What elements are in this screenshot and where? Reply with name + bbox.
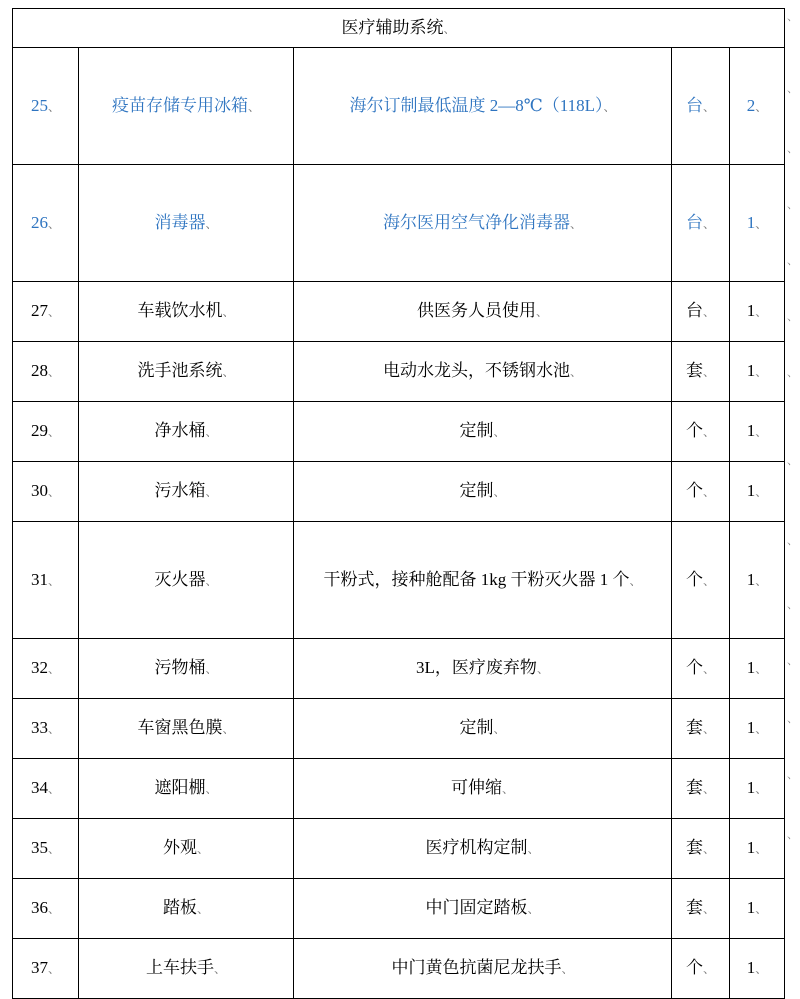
row-description (294, 638, 672, 698)
row-mark: 、 (561, 962, 574, 977)
row-mark: 、 (222, 305, 235, 320)
row-mark: 、 (47, 722, 60, 737)
edge-mark: 、 (787, 769, 798, 781)
row-mark: 、 (755, 365, 768, 380)
row-mark: 、 (536, 662, 549, 677)
row-mark: 、 (493, 722, 506, 737)
row-name-text: 踏板 (162, 898, 197, 918)
row-quantity (730, 47, 785, 164)
row-mark: 、 (755, 305, 768, 320)
edge-mark: 、 (787, 535, 798, 547)
row-unit-text: 套 (685, 361, 703, 381)
row-mark: 、 (603, 99, 616, 114)
row-unit (672, 341, 730, 401)
row-mark: 、 (755, 662, 768, 677)
row-mark: 、 (755, 425, 768, 440)
row-description-text: 中门固定踏板 (425, 898, 528, 918)
row-mark: 、 (702, 425, 715, 440)
row-unit-text: 个 (685, 481, 703, 501)
row-quantity (730, 164, 785, 281)
row-mark: 、 (755, 902, 768, 917)
row-name-text: 污水箱 (154, 481, 206, 501)
row-mark: 、 (702, 782, 715, 797)
row-description-text: 定制 (459, 481, 494, 501)
row-quantity (730, 818, 785, 878)
row-mark: 、 (755, 782, 768, 797)
row-name (79, 878, 294, 938)
row-quantity-text: 1 (746, 301, 756, 321)
row-description (294, 401, 672, 461)
table-row (13, 47, 785, 164)
row-mark: 、 (47, 365, 60, 380)
row-name-text: 上车扶手 (145, 958, 214, 978)
edge-mark: 、 (787, 713, 798, 725)
row-unit-text: 个 (685, 958, 703, 978)
row-mark: 、 (47, 842, 60, 857)
row-index-text: 26 (30, 212, 48, 232)
row-mark: 、 (47, 902, 60, 917)
row-mark: 、 (702, 722, 715, 737)
row-name (79, 461, 294, 521)
row-unit-text: 个 (685, 658, 703, 678)
row-quantity (730, 638, 785, 698)
row-mark: 、 (493, 485, 506, 500)
row-description (294, 461, 672, 521)
row-description (294, 521, 672, 638)
row-quantity (730, 461, 785, 521)
edge-mark: 、 (787, 199, 798, 211)
edge-mark: 、 (787, 143, 798, 155)
table-title-text: 医疗辅助系统 (341, 18, 444, 37)
row-mark: 、 (702, 485, 715, 500)
row-mark: 、 (535, 305, 548, 320)
table-row (13, 698, 785, 758)
row-index-text: 27 (30, 301, 48, 321)
row-mark: 、 (702, 842, 715, 857)
row-unit (672, 818, 730, 878)
row-mark: 、 (702, 365, 715, 380)
row-name-text: 外观 (162, 838, 197, 858)
row-mark: 、 (47, 216, 60, 231)
row-quantity-text: 1 (746, 778, 756, 798)
table-title-row (13, 9, 785, 48)
row-index (13, 164, 79, 281)
row-index (13, 818, 79, 878)
row-description-text: 定制 (459, 718, 494, 738)
row-mark: 、 (755, 485, 768, 500)
edge-mark: 、 (787, 599, 798, 611)
row-mark: 、 (47, 782, 60, 797)
row-mark: 、 (569, 365, 582, 380)
row-quantity-text: 1 (746, 212, 756, 232)
row-mark: 、 (493, 425, 506, 440)
row-mark: 、 (222, 722, 235, 737)
row-index-text: 34 (30, 778, 48, 798)
row-unit-text: 套 (685, 838, 703, 858)
row-quantity-text: 1 (746, 421, 756, 441)
row-unit (672, 698, 730, 758)
row-name (79, 281, 294, 341)
row-unit-text: 套 (685, 898, 703, 918)
row-mark: 、 (205, 573, 218, 588)
row-unit (672, 164, 730, 281)
row-index (13, 758, 79, 818)
title-mark: 、 (443, 22, 456, 36)
table-row (13, 341, 785, 401)
row-mark: 、 (196, 902, 209, 917)
row-mark: 、 (47, 573, 60, 588)
row-unit (672, 47, 730, 164)
row-description-text: 海尔医用空气净化消毒器 (382, 212, 570, 232)
table-row (13, 281, 785, 341)
row-index-text: 29 (30, 421, 48, 441)
row-description (294, 878, 672, 938)
row-mark: 、 (755, 216, 768, 231)
row-index-text: 32 (30, 658, 48, 678)
row-mark: 、 (755, 842, 768, 857)
row-index-text: 28 (30, 361, 48, 381)
row-unit (672, 938, 730, 998)
row-unit (672, 758, 730, 818)
row-name (79, 521, 294, 638)
row-quantity-text: 1 (746, 569, 756, 589)
row-unit-text: 个 (685, 569, 703, 589)
row-quantity (730, 401, 785, 461)
row-name-text: 疫苗存储专用冰箱 (111, 95, 248, 115)
row-quantity-text: 1 (746, 361, 756, 381)
row-description-text: 可伸缩 (450, 778, 502, 798)
row-quantity (730, 938, 785, 998)
row-name (79, 47, 294, 164)
row-mark: 、 (47, 99, 60, 114)
row-name-text: 遮阳棚 (154, 778, 206, 798)
row-name-text: 净水桶 (154, 421, 206, 441)
row-index (13, 521, 79, 638)
row-unit (672, 401, 730, 461)
edge-mark: 、 (787, 311, 798, 323)
edge-mark: 、 (787, 11, 798, 23)
row-quantity (730, 341, 785, 401)
row-index (13, 47, 79, 164)
table-title (13, 9, 785, 48)
row-mark: 、 (247, 99, 260, 114)
row-index (13, 281, 79, 341)
edge-mark: 、 (787, 655, 798, 667)
row-quantity-text: 2 (746, 95, 756, 115)
row-mark: 、 (205, 216, 218, 231)
row-unit-text: 台 (685, 95, 703, 115)
table-row (13, 938, 785, 998)
row-index-text: 25 (30, 95, 48, 115)
row-quantity (730, 521, 785, 638)
row-description-text: 医疗机构定制 (425, 838, 528, 858)
row-index-text: 36 (30, 898, 48, 918)
row-description (294, 698, 672, 758)
row-description (294, 341, 672, 401)
row-mark: 、 (213, 962, 226, 977)
row-name-text: 灭火器 (154, 569, 206, 589)
row-mark: 、 (527, 902, 540, 917)
row-description-text: 电动水龙头，不锈钢水池 (382, 361, 570, 381)
row-mark: 、 (196, 842, 209, 857)
row-name (79, 698, 294, 758)
row-unit (672, 461, 730, 521)
row-unit (672, 638, 730, 698)
row-quantity-text: 1 (746, 481, 756, 501)
row-index (13, 461, 79, 521)
row-mark: 、 (501, 782, 514, 797)
row-index (13, 638, 79, 698)
row-name (79, 758, 294, 818)
row-name (79, 818, 294, 878)
row-mark: 、 (47, 425, 60, 440)
row-mark: 、 (702, 573, 715, 588)
table-row (13, 164, 785, 281)
row-mark: 、 (702, 902, 715, 917)
row-index (13, 341, 79, 401)
row-index-text: 37 (30, 958, 48, 978)
table-row (13, 401, 785, 461)
row-description-text: 定制 (459, 421, 494, 441)
row-unit-text: 台 (685, 212, 703, 232)
table-row (13, 638, 785, 698)
row-mark: 、 (702, 216, 715, 231)
row-description-text: 海尔订制最低温度 2—8℃（118L） (349, 95, 604, 115)
row-name (79, 164, 294, 281)
edge-mark: 、 (787, 255, 798, 267)
row-mark: 、 (569, 216, 582, 231)
row-unit-text: 套 (685, 778, 703, 798)
row-index-text: 35 (30, 838, 48, 858)
row-unit-text: 台 (685, 301, 703, 321)
edge-mark: 、 (787, 83, 798, 95)
row-description (294, 164, 672, 281)
row-name (79, 638, 294, 698)
row-quantity (730, 281, 785, 341)
edge-mark: 、 (787, 367, 798, 379)
row-description (294, 758, 672, 818)
row-mark: 、 (205, 782, 218, 797)
row-quantity (730, 878, 785, 938)
row-description (294, 47, 672, 164)
row-index (13, 401, 79, 461)
table-row (13, 521, 785, 638)
row-mark: 、 (629, 573, 642, 588)
row-unit-text: 个 (685, 421, 703, 441)
row-unit-text: 套 (685, 718, 703, 738)
row-name (79, 938, 294, 998)
row-quantity-text: 1 (746, 898, 756, 918)
row-index (13, 698, 79, 758)
row-mark: 、 (755, 722, 768, 737)
row-mark: 、 (47, 662, 60, 677)
row-quantity-text: 1 (746, 718, 756, 738)
row-name (79, 341, 294, 401)
row-mark: 、 (702, 662, 715, 677)
row-mark: 、 (205, 425, 218, 440)
row-description (294, 818, 672, 878)
row-name-text: 消毒器 (154, 212, 206, 232)
table-row (13, 758, 785, 818)
row-index-text: 31 (30, 569, 48, 589)
row-mark: 、 (47, 962, 60, 977)
row-name-text: 车窗黑色膜 (137, 718, 223, 738)
equipment-spec-table (12, 8, 785, 999)
row-name-text: 污物桶 (154, 658, 206, 678)
table-row (13, 818, 785, 878)
row-description (294, 281, 672, 341)
edge-mark: 、 (787, 455, 798, 467)
row-unit (672, 521, 730, 638)
row-mark: 、 (47, 485, 60, 500)
row-description-text: 3L，医疗废弃物 (416, 658, 537, 678)
row-mark: 、 (702, 99, 715, 114)
row-name-text: 洗手池系统 (137, 361, 223, 381)
table-row (13, 878, 785, 938)
row-mark: 、 (755, 573, 768, 588)
row-description (294, 938, 672, 998)
row-mark: 、 (702, 962, 715, 977)
row-index-text: 30 (30, 481, 48, 501)
row-mark: 、 (222, 365, 235, 380)
row-mark: 、 (205, 485, 218, 500)
row-mark: 、 (527, 842, 540, 857)
row-quantity-text: 1 (746, 838, 756, 858)
row-quantity (730, 758, 785, 818)
row-name-text: 车载饮水机 (137, 301, 223, 321)
row-mark: 、 (47, 305, 60, 320)
row-unit (672, 878, 730, 938)
row-quantity (730, 698, 785, 758)
row-name (79, 401, 294, 461)
row-unit (672, 281, 730, 341)
row-quantity-text: 1 (746, 658, 756, 678)
row-description-text: 干粉式，接种舱配备 1kg 干粉灭火器 1 个 (323, 569, 630, 589)
row-index-text: 33 (30, 718, 48, 738)
row-mark: 、 (205, 662, 218, 677)
row-quantity-text: 1 (746, 958, 756, 978)
table-row (13, 461, 785, 521)
row-description-text: 中门黄色抗菌尼龙扶手 (391, 958, 562, 978)
page-edge-marks (788, 0, 798, 870)
edge-mark: 、 (787, 829, 798, 841)
row-mark: 、 (755, 962, 768, 977)
row-mark: 、 (702, 305, 715, 320)
row-index (13, 878, 79, 938)
row-description-text: 供医务人员使用 (416, 301, 536, 321)
row-index (13, 938, 79, 998)
row-mark: 、 (755, 99, 768, 114)
